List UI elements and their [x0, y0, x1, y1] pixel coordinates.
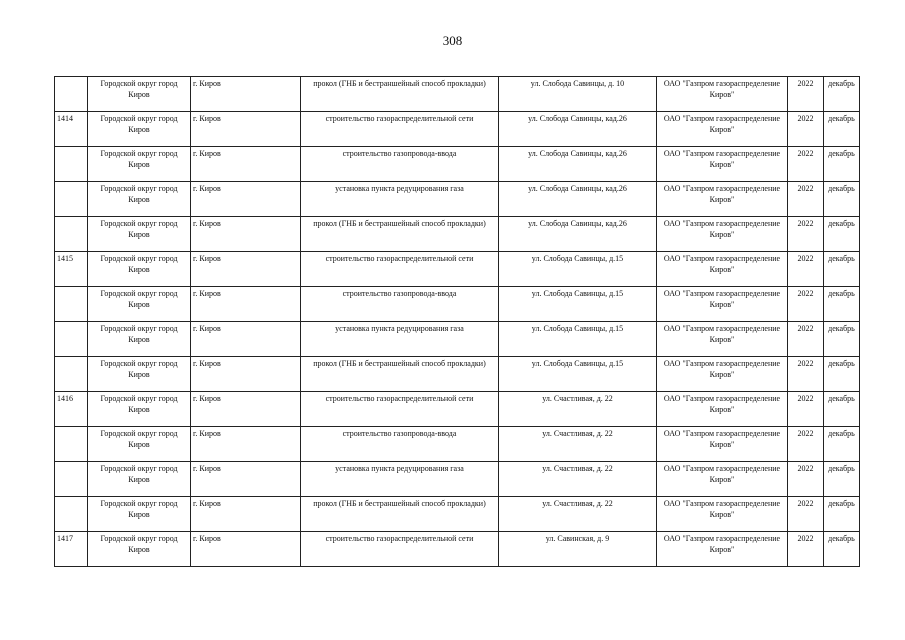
table-row: [55, 532, 860, 567]
district-cell: Городской округ город Киров: [88, 427, 191, 462]
city-cell: г. Киров: [191, 497, 301, 532]
district-cell: Городской округ город Киров: [88, 112, 191, 147]
year-cell: 2022: [788, 532, 824, 567]
city-cell: г. Киров: [191, 112, 301, 147]
organization-cell: ОАО "Газпром газораспределение Киров": [657, 427, 788, 462]
district-cell: Городской округ город Киров: [88, 392, 191, 427]
month-cell: декабрь: [824, 287, 860, 322]
address-cell: ул. Счастливая, д. 22: [499, 427, 657, 462]
registry-body: [55, 77, 860, 567]
work-type-cell: строительство газораспределительной сети: [301, 112, 499, 147]
organization-cell: ОАО "Газпром газораспределение Киров": [657, 287, 788, 322]
year-cell: 2022: [788, 462, 824, 497]
registry-table: [54, 76, 860, 567]
district-cell: Городской округ город Киров: [88, 252, 191, 287]
organization-cell: ОАО "Газпром газораспределение Киров": [657, 182, 788, 217]
organization-cell: ОАО "Газпром газораспределение Киров": [657, 217, 788, 252]
month-cell: декабрь: [824, 252, 860, 287]
table-row: [55, 287, 860, 322]
city-cell: г. Киров: [191, 217, 301, 252]
row-number: [55, 462, 88, 497]
year-cell: 2022: [788, 217, 824, 252]
table-row: [55, 427, 860, 462]
work-type-cell: строительство газораспределительной сети: [301, 532, 499, 567]
year-cell: 2022: [788, 182, 824, 217]
page-number: 308: [442, 33, 463, 48]
month-cell: декабрь: [824, 112, 860, 147]
work-type-cell: установка пункта редуцирования газа: [301, 182, 499, 217]
district-cell: Городской округ город Киров: [88, 217, 191, 252]
table-row: [55, 182, 860, 217]
table-row: [55, 147, 860, 182]
city-cell: г. Киров: [191, 147, 301, 182]
address-cell: ул. Слобода Савинцы, кад.26: [499, 147, 657, 182]
work-type-cell: строительство газопровода-ввода: [301, 287, 499, 322]
work-type-cell: прокол (ГНБ и бестраншейный способ прокладки): [301, 77, 499, 112]
table-row: [55, 357, 860, 392]
month-cell: декабрь: [824, 182, 860, 217]
month-cell: декабрь: [824, 147, 860, 182]
city-cell: г. Киров: [191, 182, 301, 217]
month-cell: декабрь: [824, 357, 860, 392]
year-cell: 2022: [788, 427, 824, 462]
district-cell: Городской округ город Киров: [88, 462, 191, 497]
table-row: [55, 322, 860, 357]
work-type-cell: прокол (ГНБ и бестраншейный способ прокладки): [301, 217, 499, 252]
month-cell: декабрь: [824, 532, 860, 567]
organization-cell: ОАО "Газпром газораспределение Киров": [657, 392, 788, 427]
month-cell: декабрь: [824, 462, 860, 497]
district-cell: Городской округ город Киров: [88, 357, 191, 392]
address-cell: ул. Слобода Савинцы, д.15: [499, 287, 657, 322]
month-cell: декабрь: [824, 322, 860, 357]
year-cell: 2022: [788, 252, 824, 287]
work-type-cell: прокол (ГНБ и бестраншейный способ прокладки): [301, 357, 499, 392]
year-cell: 2022: [788, 112, 824, 147]
address-cell: ул. Слобода Савинцы, кад.26: [499, 112, 657, 147]
address-cell: ул. Слобода Савинцы, д.15: [499, 252, 657, 287]
work-type-cell: установка пункта редуцирования газа: [301, 322, 499, 357]
organization-cell: ОАО "Газпром газораспределение Киров": [657, 497, 788, 532]
year-cell: 2022: [788, 147, 824, 182]
year-cell: 2022: [788, 77, 824, 112]
work-type-cell: строительство газораспределительной сети: [301, 252, 499, 287]
organization-cell: ОАО "Газпром газораспределение Киров": [657, 252, 788, 287]
organization-cell: ОАО "Газпром газораспределение Киров": [657, 112, 788, 147]
organization-cell: ОАО "Газпром газораспределение Киров": [657, 322, 788, 357]
district-cell: Городской округ город Киров: [88, 322, 191, 357]
address-cell: ул. Счастливая, д. 22: [499, 497, 657, 532]
city-cell: г. Киров: [191, 77, 301, 112]
row-number: [55, 357, 88, 392]
work-type-cell: прокол (ГНБ и бестраншейный способ прокладки): [301, 497, 499, 532]
row-number: [55, 287, 88, 322]
district-cell: Городской округ город Киров: [88, 287, 191, 322]
month-cell: декабрь: [824, 392, 860, 427]
address-cell: ул. Счастливая, д. 22: [499, 392, 657, 427]
table-row: [55, 497, 860, 532]
year-cell: 2022: [788, 497, 824, 532]
table-row: [55, 77, 860, 112]
address-cell: ул. Савинская, д. 9: [499, 532, 657, 567]
city-cell: г. Киров: [191, 357, 301, 392]
city-cell: г. Киров: [191, 322, 301, 357]
city-cell: г. Киров: [191, 462, 301, 497]
city-cell: г. Киров: [191, 252, 301, 287]
row-number: 1415: [55, 252, 88, 287]
district-cell: Городской округ город Киров: [88, 497, 191, 532]
city-cell: г. Киров: [191, 532, 301, 567]
district-cell: Городской округ город Киров: [88, 182, 191, 217]
month-cell: декабрь: [824, 77, 860, 112]
row-number: [55, 427, 88, 462]
row-number: [55, 77, 88, 112]
table-row: [55, 112, 860, 147]
organization-cell: ОАО "Газпром газораспределение Киров": [657, 532, 788, 567]
work-type-cell: строительство газопровода-ввода: [301, 427, 499, 462]
district-cell: Городской округ город Киров: [88, 147, 191, 182]
row-number: [55, 217, 88, 252]
row-number: 1414: [55, 112, 88, 147]
city-cell: г. Киров: [191, 287, 301, 322]
row-number: 1416: [55, 392, 88, 427]
work-type-cell: строительство газопровода-ввода: [301, 147, 499, 182]
district-cell: Городской округ город Киров: [88, 532, 191, 567]
work-type-cell: строительство газораспределительной сети: [301, 392, 499, 427]
address-cell: ул. Счастливая, д. 22: [499, 462, 657, 497]
row-number: [55, 147, 88, 182]
row-number: [55, 497, 88, 532]
table-row: [55, 252, 860, 287]
organization-cell: ОАО "Газпром газораспределение Киров": [657, 357, 788, 392]
address-cell: ул. Слобода Савинцы, д.15: [499, 322, 657, 357]
district-cell: Городской округ город Киров: [88, 77, 191, 112]
year-cell: 2022: [788, 357, 824, 392]
work-type-cell: установка пункта редуцирования газа: [301, 462, 499, 497]
table-row: [55, 462, 860, 497]
address-cell: ул. Слобода Савинцы, кад.26: [499, 217, 657, 252]
month-cell: декабрь: [824, 427, 860, 462]
year-cell: 2022: [788, 392, 824, 427]
month-cell: декабрь: [824, 217, 860, 252]
organization-cell: ОАО "Газпром газораспределение Киров": [657, 462, 788, 497]
address-cell: ул. Слобода Савинцы, д.15: [499, 357, 657, 392]
year-cell: 2022: [788, 322, 824, 357]
organization-cell: ОАО "Газпром газораспределение Киров": [657, 77, 788, 112]
address-cell: ул. Слобода Савинцы, д. 10: [499, 77, 657, 112]
month-cell: декабрь: [824, 497, 860, 532]
address-cell: ул. Слобода Савинцы, кад.26: [499, 182, 657, 217]
year-cell: 2022: [788, 287, 824, 322]
row-number: 1417: [55, 532, 88, 567]
city-cell: г. Киров: [191, 427, 301, 462]
row-number: [55, 182, 88, 217]
table-row: [55, 392, 860, 427]
table-row: [55, 217, 860, 252]
city-cell: г. Киров: [191, 392, 301, 427]
row-number: [55, 322, 88, 357]
organization-cell: ОАО "Газпром газораспределение Киров": [657, 147, 788, 182]
